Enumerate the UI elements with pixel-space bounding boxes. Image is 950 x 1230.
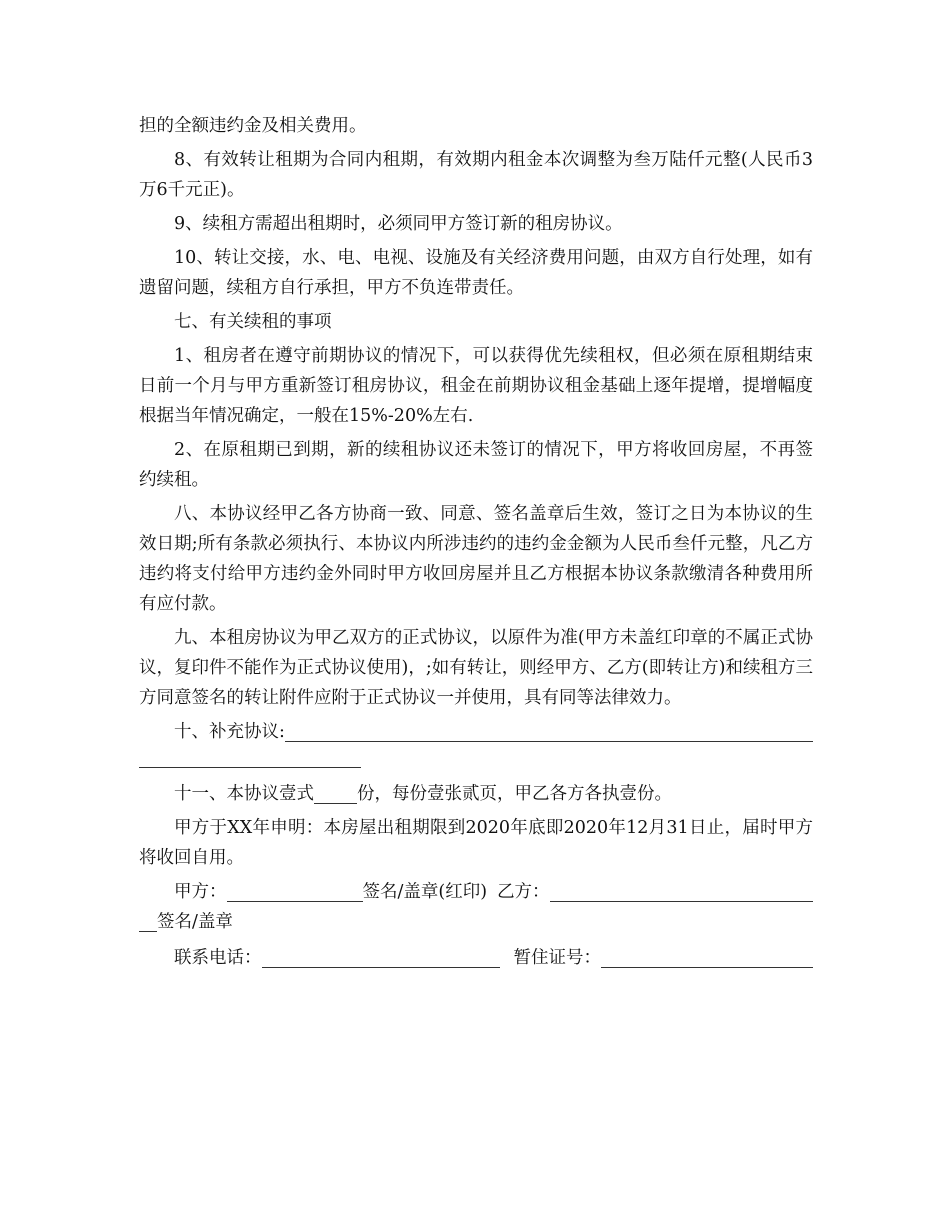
party-b-label: 乙方： xyxy=(497,882,550,902)
permit-label: 暂住证号： xyxy=(513,948,601,968)
clause-8: 8、有效转让租期为合同内租期，有效期内租金本次调整为叁万陆仟元整(人民币3万6千元正)。 xyxy=(139,150,813,200)
landlord-notice: 甲方于XX年申明：本房屋出租期限到2020年底即2020年12月31日止，届时甲方将收回自用。 xyxy=(139,818,813,868)
section-11-row xyxy=(139,779,813,809)
party-a-label: 甲方： xyxy=(174,882,227,902)
paragraph-continuation: 担的全额违约金及相关费用。 xyxy=(139,116,367,136)
section-11-text-a: 十一、本协议壹式 xyxy=(174,784,314,804)
document-body xyxy=(139,111,813,973)
section-10-label: 十、补充协议: xyxy=(174,722,285,742)
section-7-title: 七、有关续租的事项 xyxy=(174,312,332,332)
sign-a-label: 签名/盖章(红印) xyxy=(362,882,488,902)
party-b-blank-cont[interactable] xyxy=(139,911,157,932)
section-9: 九、本租房协议为甲乙双方的正式协议，以原件为准(甲方未盖红印章的不属正式协议，复印件不能作为正式协议使用)，;如有转让，则经甲方、乙方(即转让方)和续租方三方同意签名的转让附件应附于正式协议一并使用，具有同等法律效力。 xyxy=(139,628,813,708)
phone-blank[interactable] xyxy=(262,947,500,968)
section-8: 八、本协议经甲乙各方协商一致、同意、签名盖章后生效，签订之日为本协议的生效日期;所有条款必须执行、本协议内所涉违约的违约金金额为人民币叁仟元整，凡乙方违约将支付给甲方违约金外同时甲方收回房屋并且乙方根据本协议条款缴清各种费用所有应付款。 xyxy=(139,504,813,614)
section-10-row-2 xyxy=(139,747,813,773)
clause-9: 9、续租方需超出租期时，必须同甲方签订新的租房协议。 xyxy=(174,214,623,234)
signature-row xyxy=(139,877,813,907)
sign-b-label: 签名/盖章 xyxy=(157,912,233,932)
section-7-item-1: 1、租房者在遵守前期协议的情况下，可以获得优先续租权，但必须在原租期结束日前一个月与甲方重新签订租房协议，租金在前期协议租金基础上逐年提增，提增幅度根据当年情况确定，一般在15%-20%左右. xyxy=(139,346,813,426)
supplement-blank-line-2[interactable] xyxy=(139,747,361,768)
party-a-blank[interactable] xyxy=(227,881,363,902)
clause-10: 10、转让交接，水、电、电视、设施及有关经济费用问题，由双方自行处理，如有遗留问题，续租方自行承担，甲方不负连带责任。 xyxy=(139,248,813,298)
contact-row xyxy=(139,943,813,973)
phone-label: 联系电话： xyxy=(174,948,262,968)
section-10-row xyxy=(139,717,813,747)
permit-blank[interactable] xyxy=(601,947,813,968)
supplement-blank-line[interactable] xyxy=(285,721,813,742)
signature-row-2 xyxy=(139,907,813,937)
party-b-blank[interactable] xyxy=(550,881,813,902)
section-7-item-2: 2、在原租期已到期，新的续租协议还未签订的情况下，甲方将收回房屋，不再签约续租。 xyxy=(139,440,813,490)
copies-count-blank[interactable] xyxy=(314,783,357,804)
section-11-text-b: 份，每份壹张贰页，甲乙各方各执壹份。 xyxy=(357,784,672,804)
